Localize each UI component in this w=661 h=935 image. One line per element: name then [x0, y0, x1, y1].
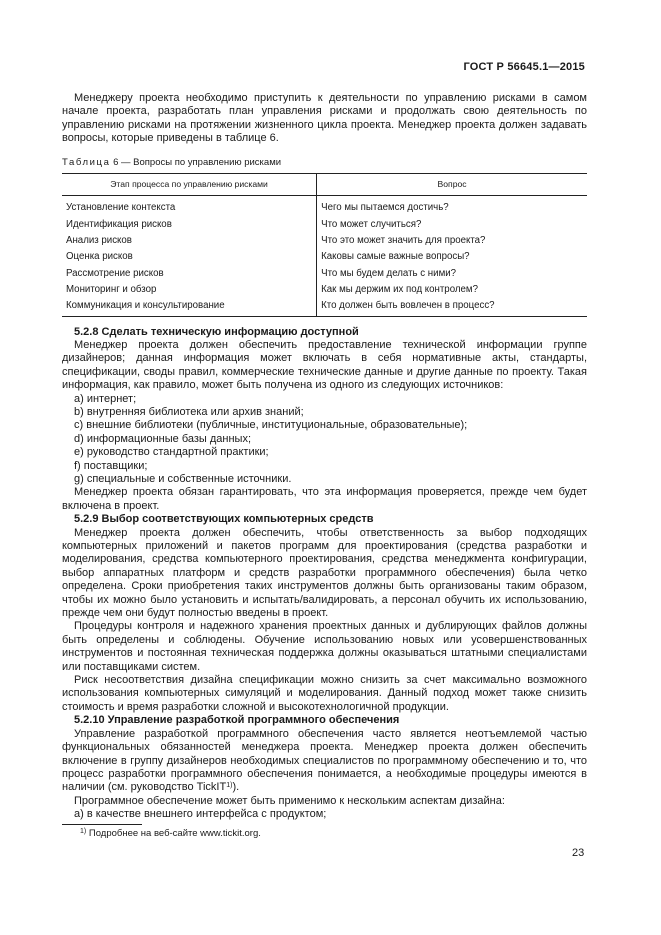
footnote	[80, 828, 261, 839]
list-item: b) внутренняя библиотека или архив знаний;	[74, 405, 304, 418]
table-caption-text: 6 — Вопросы по управлению рисками	[110, 156, 282, 168]
table-cell-stage: Рассмотрение рисков	[62, 265, 317, 281]
footnote-mark: 1)	[80, 828, 87, 835]
page-number: 23	[572, 847, 585, 859]
table-row	[62, 233, 587, 249]
col-header-stage: Этап процесса по управлению рисками	[62, 174, 317, 196]
section-heading-5-2-8: 5.2.8 Сделать техническую информацию доступной	[74, 325, 359, 338]
footnote-separator	[62, 824, 142, 825]
list-item: g) специальные и собственные источники.	[74, 472, 292, 485]
table-row	[62, 249, 587, 265]
col-header-question: Вопрос	[317, 174, 587, 196]
section-heading-5-2-9: 5.2.9 Выбор соответствующих компьютерных средств	[74, 513, 374, 526]
footnote-ref: 1)	[226, 782, 233, 790]
table-cell-question: Каковы самые важные вопросы?	[321, 251, 470, 263]
table-cell-question: Кто должен быть вовлечен в процесс?	[317, 298, 587, 316]
paragraph-end: ).	[232, 781, 240, 794]
footnote-text: Подробнее на веб-сайте www.tickit.org.	[86, 828, 261, 839]
section-heading-5-2-10: 5.2.10 Управление разработкой программного обеспечения	[74, 714, 400, 727]
table-cell-question: Как мы держим их под контролем?	[321, 283, 478, 295]
table-row	[62, 298, 587, 316]
table-row	[62, 265, 587, 281]
table-cell-stage: Анализ рисков	[62, 233, 317, 249]
document-header: ГОСТ Р 56645.1—2015	[463, 61, 585, 73]
section-5-2-10-paragraph-2: Программное обеспечение может быть применимо к нескольким аспектам дизайна:	[74, 794, 505, 807]
intro-paragraph: Менеджеру проекта необходимо приступить к деятельности по управлению рисками в самом начале проекта, разработать план управления рисками и продолжать свою деятельность по управлению рисками на протяжении жизненного цикла проекта. Менеджер проекта должен задавать вопросы, которые приведены в таблице 6.	[62, 92, 587, 145]
table-caption	[62, 156, 587, 169]
table-cell-stage: Оценка рисков	[62, 249, 317, 265]
list-item: c) внешние библиотеки (публичные, институциональные, образовательные);	[74, 419, 468, 432]
table-cell-stage: Идентификация рисков	[62, 216, 317, 232]
section-5-2-9-paragraph-1: Менеджер проекта должен обеспечить, чтобы ответственность за выбор подходящих компьютерных приложений и пакетов программ для проектирования (средства разработки и моделирования, средства компьютерного проектирования, средства менеджмента конфигурации, выбор аппаратных платформ и средств разработки программного обеспечения) была четко определена. Сроки приобретения таких инструментов должны быть организованы таким образом, чтобы их можно было установить и испытать/валидировать, а персонал обучить их использованию, прежде чем они будут полностью введены в проект.	[62, 526, 587, 620]
table-cell-stage: Установление контекста	[62, 196, 317, 216]
section-5-2-9-paragraph-3: Риск несоответствия дизайна спецификации можно снизить за счет максимально возможного использования компьютерных симуляций и моделирования. Данный подход может также снизить стоимость и время разработки сложной и высокотехнологичной продукции.	[62, 674, 587, 713]
table-cell-question: Что может случиться?	[321, 218, 422, 230]
list-item: d) информационные базы данных;	[74, 432, 252, 445]
table-cell-stage: Коммуникация и консультирование	[62, 298, 317, 316]
page-body	[62, 92, 587, 822]
table-cell-question: Чего мы пытаемся достичь?	[321, 202, 449, 214]
table-row	[62, 216, 587, 232]
table-header-row	[62, 174, 587, 196]
table-caption-prefix: Таблица	[62, 156, 111, 168]
section-5-2-10-paragraph-1	[62, 728, 587, 795]
list-item: а) интернет;	[74, 392, 137, 405]
table-cell-question: Что мы будем делать с ними?	[321, 267, 457, 279]
section-5-2-10-paragraph-text: Управление разработкой программного обеспечения часто является неотъемлемой частью функциональных обязанностей менеджера проекта. Менеджер проекта должен обеспечить включение в группу дизайнеров необходимых специалистов по программному обеспечению и то, что процесс разработки программного обеспечения понимается, а необходимые процедуры имеются в наличии (см. руководство TickIT	[62, 727, 587, 794]
risk-questions-table	[62, 173, 587, 316]
table-cell-stage: Мониторинг и обзор	[62, 281, 317, 297]
section-5-2-8-closing-paragraph: Менеджер проекта обязан гарантировать, что эта информация проверяется, прежде чем будет включена в проект.	[62, 486, 587, 512]
list-item: e) руководство стандартной практики;	[74, 446, 269, 459]
table-cell-question: Что это может значить для проекта?	[321, 235, 486, 247]
section-5-2-8-paragraph: Менеджер проекта должен обеспечить предоставление технической информации группе дизайнеров; данная информация может включать в себя нормативные акты, стандарты, спецификации, своды правил, коммерческие технические данные и другие данные по проекту. Такая информация, как правило, может быть получена из одного из следующих источников:	[62, 338, 587, 392]
list-item: а) в качестве внешнего интерфейса с продуктом;	[74, 808, 327, 821]
table-row	[62, 196, 587, 216]
list-item: f) поставщики;	[74, 459, 148, 472]
table-row	[62, 281, 587, 297]
section-5-2-9-paragraph-2: Процедуры контроля и надежного хранения проектных данных и дублирующих файлов должны быть определены и соблюдены. Обучение использованию новых или усовершенствованных инструментов и постоянная техническая поддержка должны оказываться штатными специалистами или поставщиками систем.	[62, 620, 587, 673]
